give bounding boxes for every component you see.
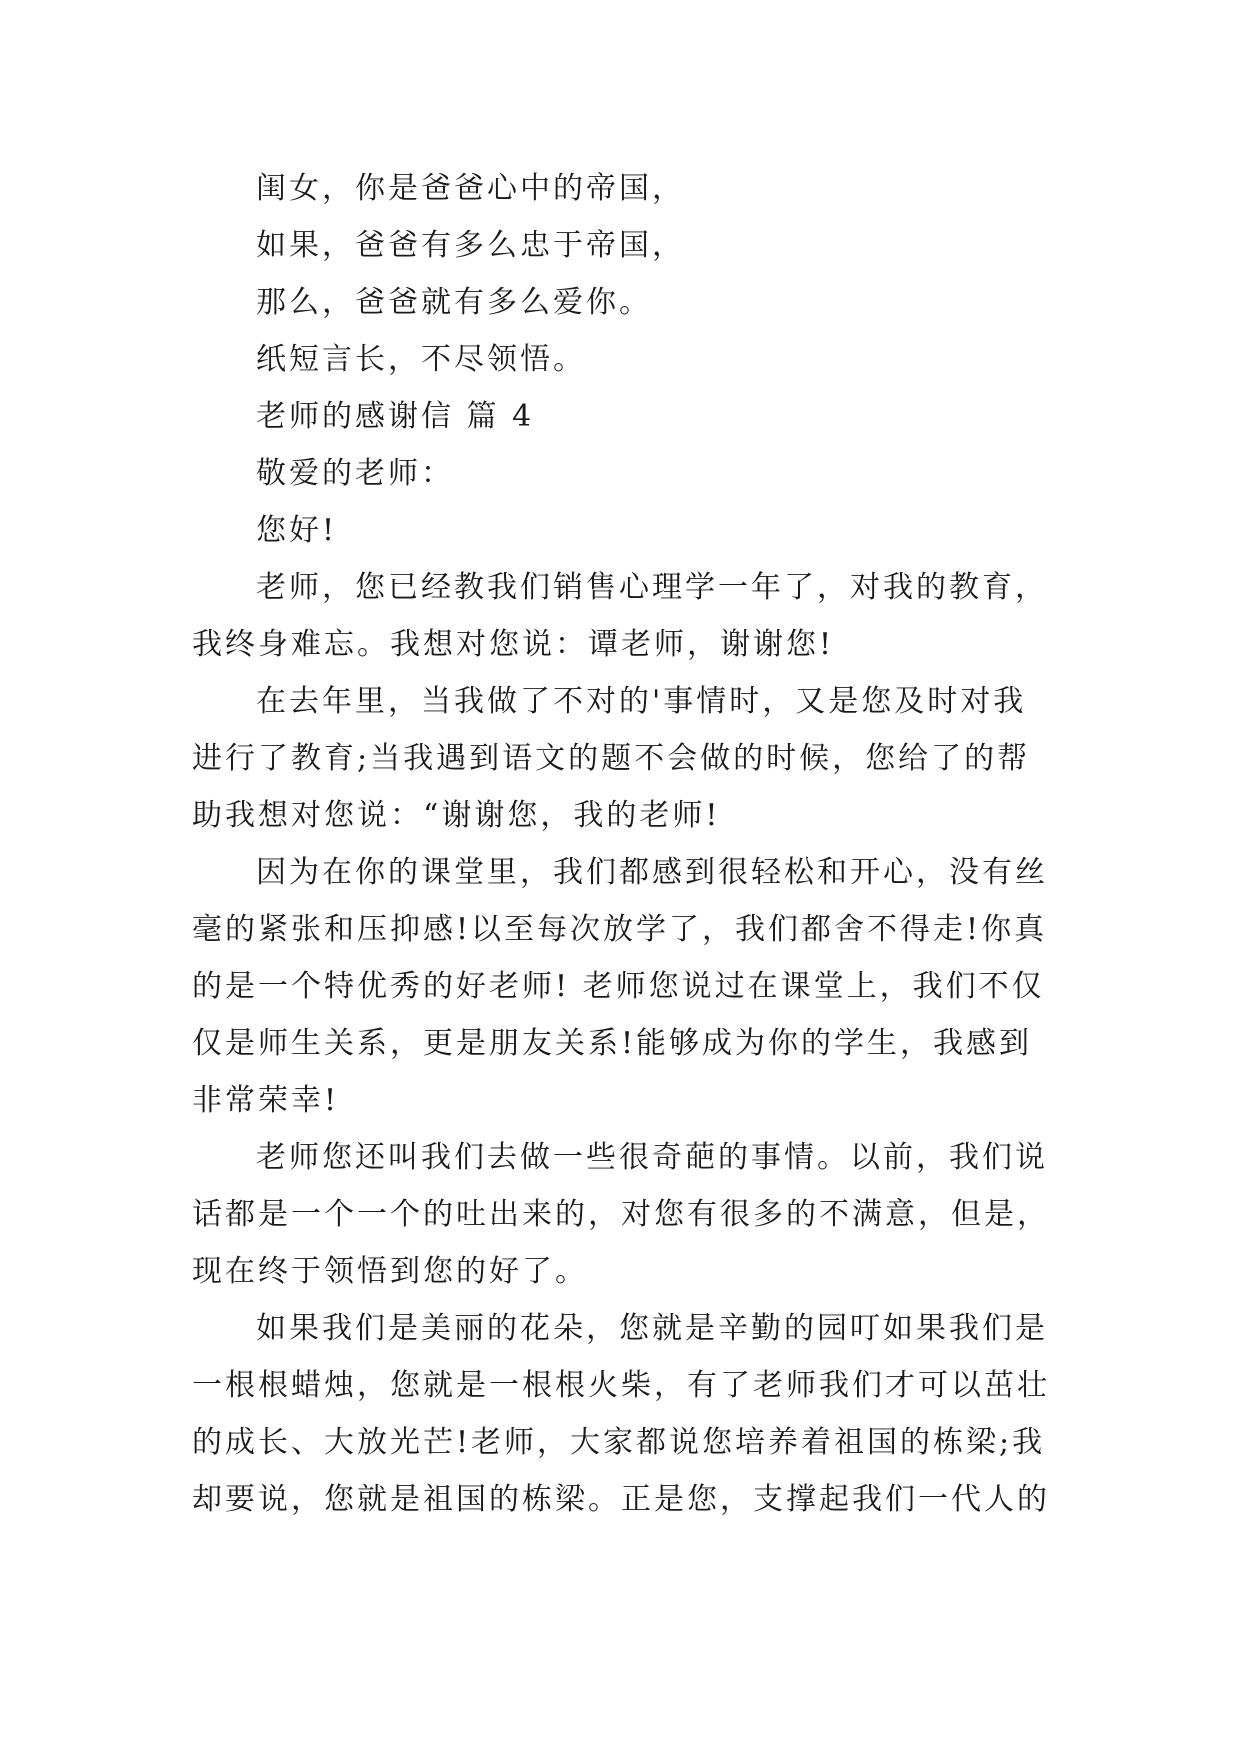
text-line: 现在终于领悟到您的好了。 [192, 1254, 588, 1289]
text-line: 毫的紧张和压抑感!以至每次放学了，我们都舍不得走!你真 [192, 912, 1048, 947]
text-line: 我终身难忘。我想对您说：谭老师，谢谢您! [192, 627, 835, 662]
text-line: 纸短言长，不尽领悟。 [256, 342, 586, 377]
text-line: 因为在你的课堂里，我们都感到很轻松和开心，没有丝 [256, 855, 1048, 890]
text-line: 那么，爸爸就有多么爱你。 [256, 285, 652, 320]
text-line: 的成长、大放光芒!老师，大家都说您培养着祖国的栋梁;我 [192, 1425, 1046, 1460]
text-line: 的是一个特优秀的好老师! 老师您说过在课堂上，我们不仅 [192, 969, 1045, 1004]
text-line: 如果，爸爸有多么忠于帝国， [256, 228, 685, 263]
text-line: 一根根蜡烛，您就是一根根火柴，有了老师我们才可以茁壮 [192, 1368, 1050, 1403]
section-heading: 老师的感谢信 篇 4 [256, 399, 535, 434]
text-line: 仅是师生关系，更是朋友关系!能够成为你的学生，我感到 [192, 1026, 1033, 1061]
document-body [192, 160, 1052, 1528]
text-line: 非常荣幸! [192, 1083, 340, 1118]
text-line: 在去年里，当我做了不对的'事情时，又是您及时对我 [256, 684, 1027, 719]
text-line: 助我想对您说：“谢谢您，我的老师! [192, 798, 721, 833]
text-line: 闺女，你是爸爸心中的帝国， [256, 171, 685, 206]
text-line: 却要说，您就是祖国的栋梁。正是您，支撑起我们一代人的 [192, 1482, 1050, 1517]
text-line: 如果我们是美丽的花朵，您就是辛勤的园叮如果我们是 [256, 1311, 1048, 1346]
text-line: 话都是一个一个的吐出来的，对您有很多的不满意，但是， [192, 1197, 1050, 1232]
salutation: 敬爱的老师： [256, 456, 454, 491]
text-line: 老师，您已经教我们销售心理学一年了，对我的教育， [256, 570, 1048, 605]
text-line: 进行了教育;当我遇到语文的题不会做的时候，您给了的帮 [192, 741, 1031, 776]
text-line: 老师您还叫我们去做一些很奇葩的事情。以前，我们说 [256, 1140, 1048, 1175]
greeting: 您好! [256, 513, 338, 548]
